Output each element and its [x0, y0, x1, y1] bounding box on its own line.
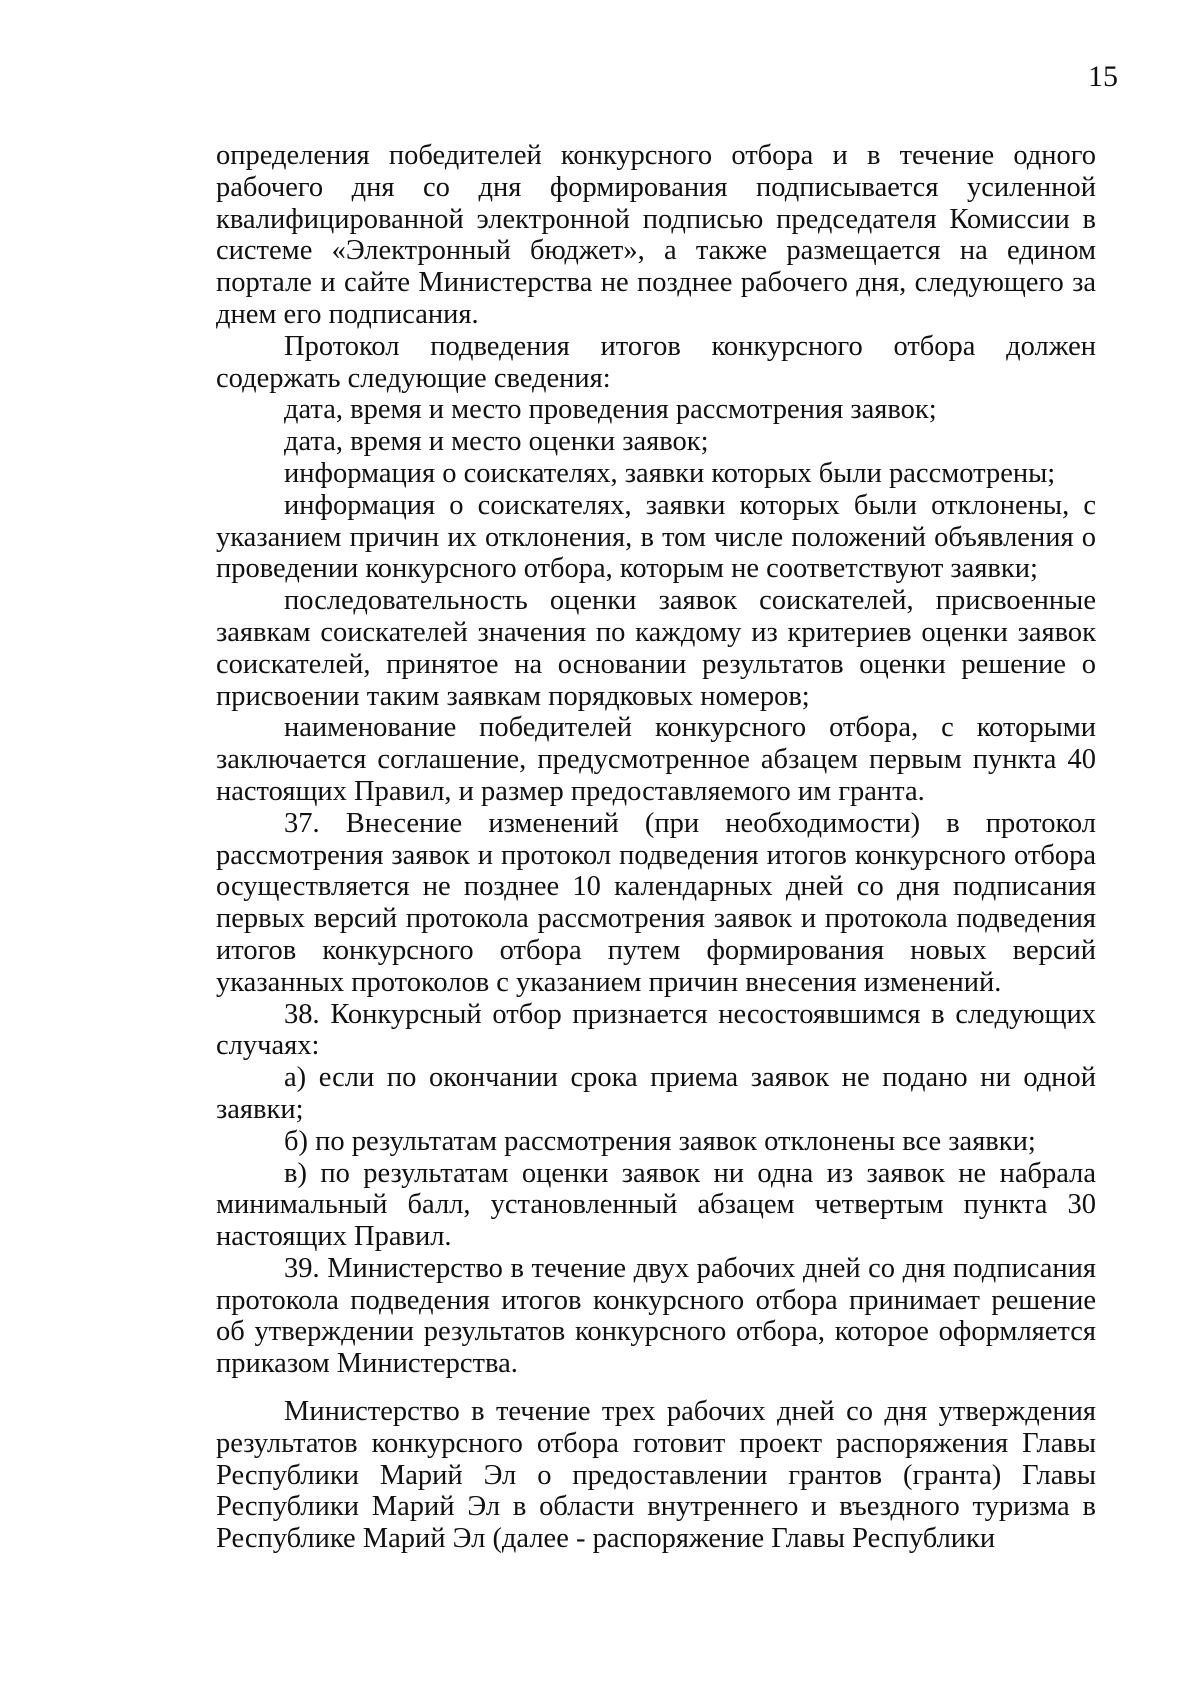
list-item-winners: наименование победителей конкурсного отбора, с которыми заключается соглашение, предусмотренное абзацем первым пункта 40 настоящих Правил, и размер предоставляемого им гранта.: [216, 712, 1096, 807]
clause-37: 37. Внесение изменений (при необходимости) в протокол рассмотрения заявок и протокол подведения итогов конкурсного отбора осуществляется не позднее 10 календарных дней со дня подписания первых версий протокола рассмотрения заявок и протокола подведения итогов конкурсного отбора путем формирования новых версий указанных протоколов с указанием причин внесения изменений.: [216, 807, 1096, 998]
list-item-evaluation-date: дата, время и место оценки заявок;: [284, 426, 709, 458]
list-item-review-date: дата, время и место проведения рассмотрения заявок;: [284, 394, 937, 426]
clause-38-item-c: в) по результатам оценки заявок ни одна из заявок не набрала минимальный балл, установленный абзацем четвертым пункта 30 настоящих Правил.: [216, 1157, 1096, 1253]
clause-38-item-b: б) по результатам рассмотрения заявок отклонены все заявки;: [284, 1125, 1036, 1157]
clause-38: 38. Конкурсный отбор признается несостоявшимся в следующих случаях:: [216, 998, 1096, 1062]
paragraph-protocol-contents: Протокол подведения итогов конкурсного отбора должен содержать следующие сведения:: [216, 330, 1096, 394]
clause-39: 39. Министерство в течение двух рабочих дней со дня подписания протокола подведения итогов конкурсного отбора принимает решение об утверждении результатов конкурсного отбора, которое оформляется приказом Министерства.: [216, 1252, 1096, 1380]
paragraph-ministry-order: Министерство в течение трех рабочих дней со дня утверждения результатов конкурсного отбора готовит проект распоряжения Главы Республики Марий Эл о предоставлении грантов (гранта) Главы Республики Марий Эл в области внутреннего и въездного туризма в Республике Марий Эл (далее - распоряжение Главы Республики: [216, 1396, 1096, 1555]
clause-38-item-a: а) если по окончании срока приема заявок не подано ни одной заявки;: [216, 1062, 1096, 1125]
list-item-evaluation-sequence: последовательность оценки заявок соискателей, присвоенные заявкам соискателей значения по каждому из критериев оценки заявок соискателей, принятое на основании результатов оценки решение о присвоении таким заявкам порядковых номеров;: [216, 585, 1096, 712]
list-item-rejected-applicants: информация о соискателях, заявки которых были отклонены, с указанием причин их отклонения, в том числе положений объявления о проведении конкурсного отбора, которым не соответствуют заявки;: [216, 489, 1096, 585]
page-number: 15: [1088, 60, 1118, 93]
document-body: [216, 140, 1096, 1555]
paragraph-continuation: определения победителей конкурсного отбора и в течение одного рабочего дня со дня формирования подписывается усиленной квалифицированной электронной подписью председателя Комиссии в системе «Электронный бюджет», а также размещается на едином портале и сайте Министерства не позднее рабочего дня, следующего за днем его подписания.: [216, 140, 1096, 330]
list-item-reviewed-applicants: информация о соискателях, заявки которых были рассмотрены;: [284, 457, 1056, 489]
